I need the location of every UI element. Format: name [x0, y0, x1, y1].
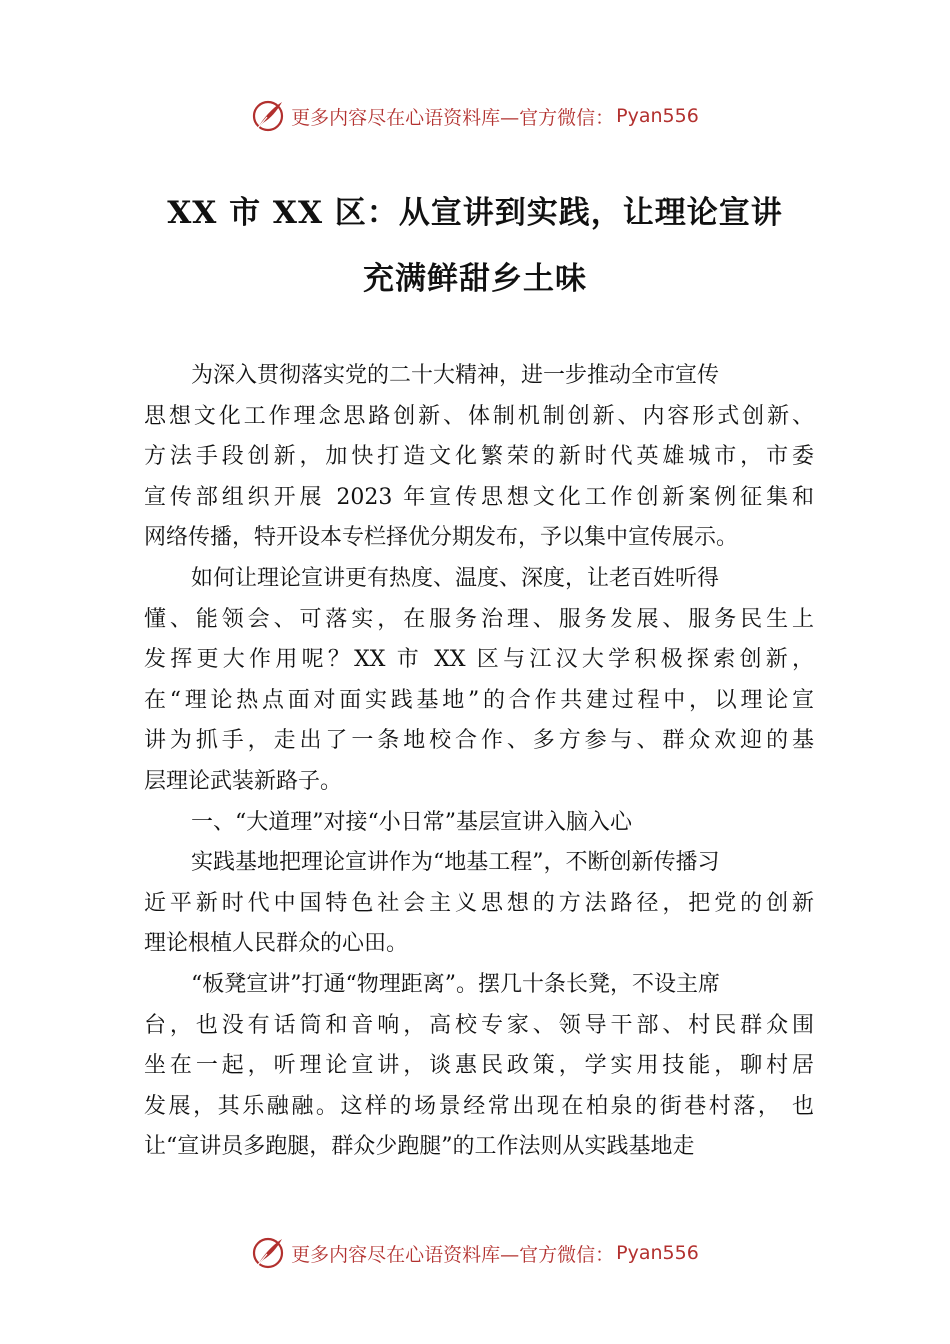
- document-title: [100, 180, 850, 312]
- banner-wechat-id: Pyan556: [616, 1242, 699, 1264]
- body-line: 让“宣讲员多跑腿，群众少跑腿”的工作法则从实践基地走: [144, 1134, 695, 1160]
- quill-logo-icon: [251, 1236, 285, 1270]
- body-line: 发挥更大作用呢？XX 市 XX 区与江汉大学积极探索创新，: [144, 647, 814, 673]
- body-line: 层理论武装新路子。: [144, 768, 343, 794]
- body-line: 如何让理论宣讲更有热度、温度、深度，让老百姓听得: [191, 565, 720, 591]
- body-line: 近平新时代中国特色社会主义思想的方法路径，把党的创新: [144, 890, 814, 916]
- body-line: 坐在一起，听理论宣讲，谈惠民政策，学实用技能，聊村居: [144, 1053, 814, 1079]
- body-line: “板凳宣讲”打通“物理距离”。摆几十条长凳，不设主席: [191, 971, 720, 997]
- section-heading: 一、“大道理”对接“小日常”基层宣讲入脑入心: [191, 809, 632, 835]
- banner-text: 更多内容尽在心语资料库—官方微信：: [291, 1243, 615, 1266]
- quill-logo-icon: [251, 99, 285, 133]
- title-line-1: XX 市 XX 区：从宣讲到实践，让理论宣讲: [167, 195, 783, 231]
- banner-wechat-id: Pyan556: [616, 105, 699, 127]
- body-line: 懂、能领会、可落实，在服务治理、服务发展、服务民生上: [144, 606, 814, 632]
- title-line-2: 充满鲜甜乡土味: [363, 261, 587, 297]
- body-line: 在“理论热点面对面实践基地”的合作共建过程中，以理论宣: [144, 687, 814, 713]
- body-line: 讲为抓手，走出了一条地校合作、多方参与、群众欢迎的基: [144, 728, 814, 754]
- body-line: 理论根植人民群众的心田。: [144, 931, 409, 957]
- banner-text: 更多内容尽在心语资料库—官方微信：: [291, 106, 615, 129]
- document-body: [144, 356, 814, 1168]
- body-line: 台，也没有话筒和音响，高校专家、领导干部、村民群众围: [144, 1012, 814, 1038]
- body-line: 宣传部组织开展 2023 年宣传思想文化工作创新案例征集和: [144, 484, 814, 510]
- body-line: 为深入贯彻落实党的二十大精神，进一步推动全市宣传: [191, 363, 720, 388]
- body-line: 实践基地把理论宣讲作为“地基工程”，不断创新传播习: [191, 850, 720, 876]
- body-line: 方法手段创新，加快打造文化繁荣的新时代英雄城市，市委: [144, 444, 814, 470]
- footer-banner: [0, 1233, 950, 1273]
- body-line: 网络传播，特开设本专栏择优分期发布，予以集中宣传展示。: [144, 525, 739, 551]
- body-line: 发展，其乐融融。这样的场景经常出现在柏泉的街巷村落， 也: [144, 1093, 814, 1119]
- header-banner: [0, 96, 950, 136]
- body-line: 思想文化工作理念思路创新、体制机制创新、内容形式创新、: [144, 403, 814, 429]
